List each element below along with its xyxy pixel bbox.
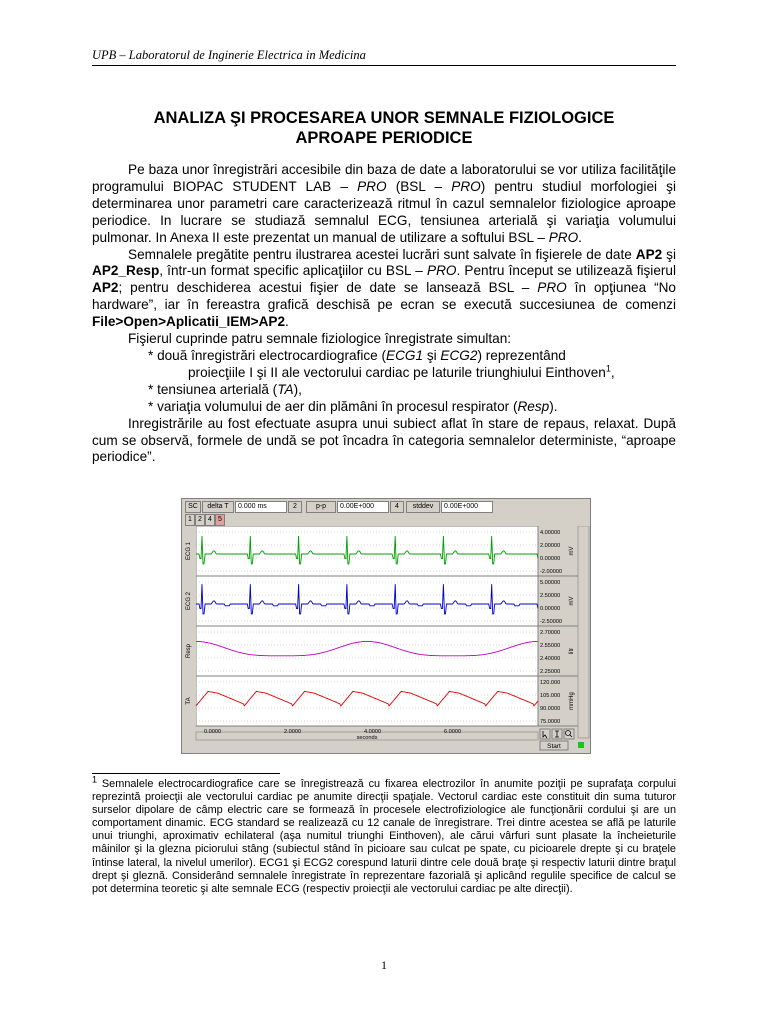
text-run: AP2	[635, 246, 663, 262]
text-run: PRO	[357, 178, 387, 194]
footnote-ref: 1	[605, 363, 611, 374]
text-run: şi	[423, 347, 441, 363]
y-tick-label: 2.50000	[540, 593, 561, 599]
channel-unit-1: mV	[569, 596, 575, 606]
text-run: AP2_Resp	[92, 263, 160, 279]
text-run: TA	[277, 381, 294, 397]
vertical-scrollbar[interactable]	[578, 526, 589, 738]
footnote	[92, 774, 676, 896]
text-run: PRO	[451, 178, 481, 194]
text-run: Resp	[517, 398, 550, 414]
start-button-label[interactable]: Start	[547, 743, 561, 750]
y-tick-label: 105.000	[540, 693, 561, 699]
footnote-separator	[92, 773, 280, 774]
channel-unit-0: mV	[569, 546, 575, 556]
y-tick-label: 120.000	[540, 680, 561, 686]
document-title	[92, 108, 676, 148]
text-run: (BSL –	[386, 178, 452, 194]
page-number: 1	[381, 958, 387, 972]
channel-label-3: TA	[186, 697, 192, 705]
y-tick-label: 0.00000	[540, 556, 561, 562]
status-led	[578, 742, 584, 748]
pp-field[interactable]: 0.00E+000	[337, 501, 389, 513]
text-run: ECG2	[440, 347, 478, 363]
text-run: , într-un format specific aplicaţiilor cu BSL –	[159, 263, 427, 279]
text-run: ; pentru deschiderea acestui fişier de date se lansează BSL –	[118, 280, 538, 296]
x-axis-label: seconds	[356, 735, 378, 741]
footnote-text: Semnalele electrocardiografice care se înregistrează cu fixarea electrozilor în anumite poziţii pe suprafaţa corpului reprezintă proiecţii ale vectorului cardiac pe anumite direcţii spaţiale. Vectorul cardiac este constituit din suma tuturor surselor dipolare de câmp electric care se formează în procesele electrofiziologice ale funcţionării cordului şi are un comportament dinamic. ECG standard se realizează cu 12 canale de înregistrare. Trei dintre acestea se află pe laturile unui triunghi, aproximativ echilateral (aşa numitul triunghi Einthoven), ale cărui vârfuri sunt plasate la încheieturile mâinilor şi la glezna piciorului stâng (subiectul stând în picioare sau culcat pe spate, cu picioarele drepte şi cu braţele întinse lateral, la nivelul umerilor). ECG1 şi ECG2 corespund laturii dintre cele două braţe şi respectiv laturii dintre braţul drept şi gleznă. Considerând semnalele înregistrate în reprezentare fazorială şi aplicând regulile specifice de calcul se pot determina teoretic şi alte semnale ECG (respectiv proiecţii ale vectorului cardiac pe alte direcţii).	[92, 778, 676, 895]
text-run: Pe baza unor înregistrări accesibile din baza de date a laboratorului se vor utiliza facilităţile programului BIOPAC STUDENT LAB –	[92, 162, 676, 194]
text-run: ) pentru studiul morfologiei şi determinarea unor parametri care caracterizează ritmul în cazul semnalelor fiziologice aproape periodice. In lucrare se studiază semnalul ECG, tensiunea arterială şi variaţia volumului pulmonar. In Anexa II este prezentat un manual de utilizare a softului BSL –	[92, 178, 676, 245]
text-run: * două înregistrări electrocardiografice (	[148, 347, 387, 363]
text-run: . Pentru început se utilizează fişierul	[456, 263, 676, 279]
stddev-button[interactable]: stddev	[406, 501, 440, 513]
list-item-3	[92, 399, 676, 416]
sc-button[interactable]: SC	[185, 501, 201, 513]
body-text	[92, 162, 676, 466]
paragraph-1	[92, 162, 676, 247]
y-tick-label: 2.40000	[540, 656, 561, 662]
text-run: .	[578, 229, 582, 245]
text-run: şi	[662, 246, 676, 262]
text-run: .	[285, 314, 289, 330]
text-run: în opţiunea “No hardware”, iar în fereastra grafică deschisă pe ecran se execută succesiunea de comenzi	[92, 280, 676, 313]
x-tick-label: 0.0000	[204, 729, 222, 735]
text-run: File>Open>Aplicatii_IEM>AP2	[92, 314, 286, 330]
x-tick-label: 6.0000	[444, 729, 462, 735]
pp-button[interactable]: p-p	[306, 501, 336, 513]
text-run: PRO	[548, 229, 579, 245]
text-run: PRO	[427, 263, 457, 279]
y-tick-label: 90.0000	[540, 706, 561, 712]
text-run: ) reprezentând	[477, 347, 566, 363]
y-tick-label: -2.50000	[540, 619, 563, 625]
channel-tab-1[interactable]: 1	[185, 514, 195, 526]
y-tick-label: 0.00000	[540, 606, 561, 612]
channel-label-2: Resp	[186, 643, 192, 659]
y-tick-label: 2.00000	[540, 543, 561, 549]
y-tick-label: 2.25000	[540, 669, 561, 675]
title-line-1: ANALIZA ŞI PROCESAREA UNOR SEMNALE FIZIOLOGICE	[153, 109, 615, 127]
channel-label-0: ECG 1	[186, 541, 192, 561]
text-run: * tensiunea arterială (	[148, 381, 278, 397]
text-run: * variaţia volumului de aer din plămâni în procesul respirator (	[148, 398, 518, 414]
paragraph-3: Fişierul cuprinde patru semnale fiziologice înregistrate simultan:	[128, 331, 512, 347]
x-tick-label: 2.0000	[284, 729, 302, 735]
y-tick-label: -2.00000	[540, 569, 563, 575]
footnote-number: 1	[92, 774, 98, 785]
x-tick-label: 4.0000	[364, 729, 382, 735]
list-item-1	[92, 348, 676, 365]
channel-tab-4[interactable]: 4	[205, 514, 215, 526]
text-run: Semnalele pregătite pentru ilustrarea acestei lucrări sunt salvate în fişierele de date	[128, 246, 636, 262]
y-tick-label: 2.55000	[540, 643, 561, 649]
channel-tab-2[interactable]: 2	[195, 514, 205, 526]
delta-t-button[interactable]: delta T	[202, 501, 234, 513]
list-item-1-cont	[92, 365, 676, 382]
cursor-tool-icon[interactable]	[540, 729, 550, 739]
text-run: PRO	[537, 280, 567, 296]
channel-label-1: ECG 2	[186, 591, 192, 611]
delta-t-field[interactable]: 0.000 ms	[235, 501, 287, 513]
y-tick-label: 5.00000	[540, 580, 561, 586]
y-tick-label: 2.70000	[540, 630, 561, 636]
bsl-screenshot-figure	[181, 498, 591, 754]
text-run: AP2	[92, 280, 119, 296]
text-run: ECG1	[386, 347, 424, 363]
running-header: UPB – Laboratorul de Inginerie Electrica in Medicina	[92, 48, 676, 66]
channel-unit-3: mmHg	[569, 692, 575, 710]
channel-unit-2: litr	[569, 647, 575, 655]
text-run: ).	[549, 398, 558, 414]
y-tick-label: 75.0000	[540, 719, 561, 725]
text-run: ,	[610, 364, 615, 380]
paragraph-2	[92, 247, 676, 332]
y-tick-label: 4.00000	[540, 530, 561, 536]
text-run: ),	[293, 381, 302, 397]
text-run: proiecţiile I şi II ale vectorului cardiac pe laturile triunghiului Einthoven	[188, 364, 606, 380]
channel-2-select[interactable]: 2	[288, 501, 302, 513]
signal-plots	[182, 526, 590, 752]
list-item-2	[92, 382, 676, 399]
stddev-field[interactable]: 0.00E+000	[441, 501, 493, 513]
channel-4-select[interactable]: 4	[390, 501, 404, 513]
paragraph-4: Inregistrările au fost efectuate asupra unui subiect aflat în stare de repaus, relaxat. După cum se observă, formele de undă se pot încadra în categoria semnalelor deterministe, “aproape periodice”.	[92, 415, 676, 465]
title-line-2: APROAPE PERIODICE	[295, 129, 473, 147]
channel-tab-5[interactable]: 5	[215, 514, 225, 526]
